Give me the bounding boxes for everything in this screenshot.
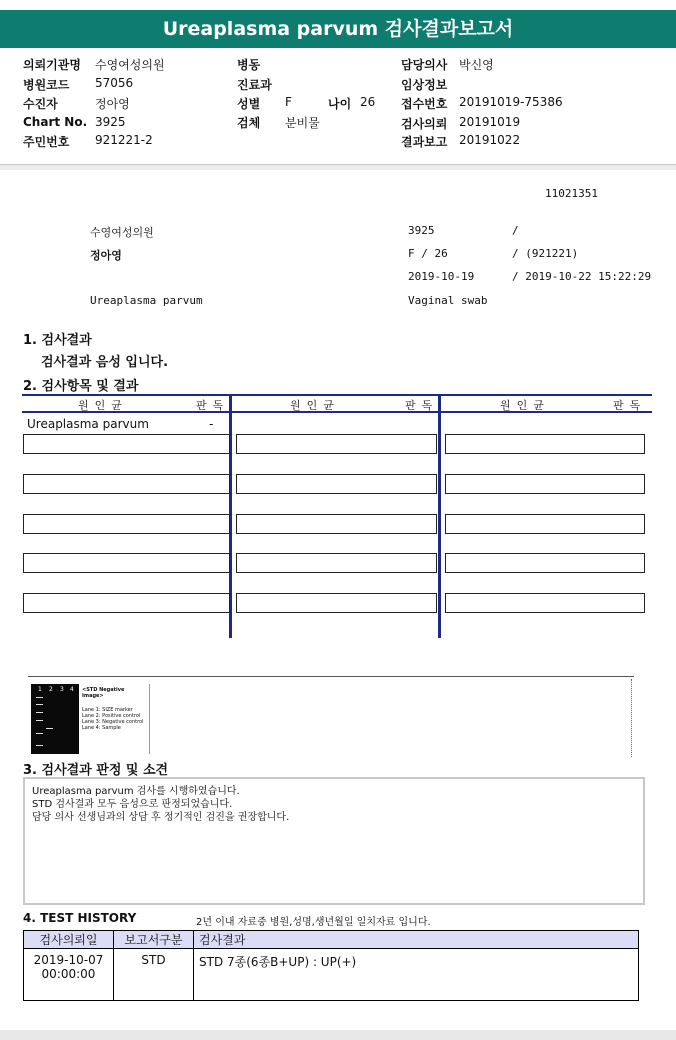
- col-header-judgement: 판독: [405, 399, 439, 412]
- body-report-datetime: / 2019-10-22 15:22:29: [512, 270, 652, 283]
- ward-label: 병동: [237, 58, 261, 72]
- result-cell: [23, 553, 230, 573]
- specimen-value: 분비물: [285, 116, 320, 130]
- specimen-label: 검체: [237, 116, 261, 130]
- result-cell: [23, 514, 230, 534]
- history-note: 2년 이내 자료중 병원,성명,생년월일 일치자료 입니다.: [196, 917, 431, 928]
- doctor-value: 박신영: [459, 58, 494, 72]
- gel-caption-line: Lane 1: SIZE marker: [82, 707, 133, 713]
- opinion-line: STD 검사결과 모두 음성으로 판정되었습니다.: [32, 799, 233, 810]
- gel-caption-line: Lane 4: Sample: [82, 725, 121, 731]
- body-birth: / (921221): [512, 247, 579, 260]
- sex-label: 성별: [237, 97, 261, 111]
- history-date: 2019-10-07: [33, 953, 104, 967]
- result-cell: [445, 474, 645, 494]
- report-date-label: 결과보고: [401, 135, 448, 149]
- history-time: 00:00:00: [41, 967, 96, 981]
- gel-caption-title: <STD Negative Image>: [82, 687, 125, 699]
- organism-name: Ureaplasma parvum: [27, 417, 149, 431]
- dept-label: 진료과: [237, 78, 272, 92]
- gel-band: [36, 704, 43, 705]
- result-cell: [236, 474, 437, 494]
- gel-band: [36, 697, 43, 698]
- body-patient: 정아영: [90, 249, 122, 262]
- chart-no-value: 3925: [95, 115, 126, 129]
- col-header-judgement: 판독: [196, 399, 230, 412]
- result-cell: [445, 434, 645, 454]
- results-grid-divider: [438, 394, 441, 638]
- col-header-organism: 원인균: [500, 399, 550, 412]
- section4-title: 4. TEST HISTORY: [23, 911, 137, 925]
- col-header-organism: 원인균: [290, 399, 340, 412]
- report-title: Ureaplasma parvum 검사결과보고서: [0, 10, 676, 48]
- history-date-cell: [24, 949, 114, 1001]
- organism-result: -: [209, 417, 214, 431]
- section2-title: 2. 검사항목 및 결과: [23, 379, 139, 394]
- body-test-name: Ureaplasma parvum: [90, 294, 203, 307]
- doctor-label: 담당의사: [401, 58, 448, 72]
- body-sex-age: F / 26: [408, 247, 448, 260]
- result-cell: [445, 514, 645, 534]
- receipt-no-label: 접수번호: [401, 97, 448, 111]
- history-col-date: 검사의뢰일: [24, 931, 114, 949]
- gel-caption: [80, 684, 150, 754]
- gel-band: [36, 712, 43, 713]
- result-cell: [236, 434, 437, 454]
- image-panel-rule: [28, 676, 634, 677]
- lane-label: 2: [49, 686, 53, 693]
- section1-title: 1. 검사결과: [23, 333, 92, 348]
- result-cell: [23, 593, 230, 613]
- sex-value: F: [285, 95, 292, 109]
- gel-caption-line: Lane 2: Positive control: [82, 713, 141, 719]
- patient-label: 수진자: [23, 97, 58, 111]
- gel-band: [36, 733, 43, 734]
- lane-label: 4: [70, 686, 74, 693]
- result-cell: [445, 553, 645, 573]
- chart-no-label: Chart No.: [23, 115, 88, 129]
- hospital-code-label: 병원코드: [23, 78, 70, 92]
- institution-label: 의뢰기관명: [23, 58, 81, 72]
- section1-result: 검사결과 음성 입니다.: [41, 355, 169, 370]
- gel-caption-line: Lane 3: Negative control: [82, 719, 144, 725]
- opinion-box: [23, 777, 645, 905]
- history-result: STD 7종(6종B+UP) : UP(+): [194, 949, 639, 1001]
- report-date-value: 20191022: [459, 133, 521, 147]
- history-header-row: [24, 931, 639, 949]
- result-cell: [23, 434, 230, 454]
- opinion-line: 담당 의사 선생님과의 상담 후 정기적인 검진을 권장합니다.: [32, 812, 290, 823]
- result-cell: [236, 553, 437, 573]
- receipt-no-value: 20191019-75386: [459, 95, 563, 109]
- patient-value: 정아영: [95, 97, 130, 111]
- gel-band: [46, 728, 53, 729]
- hospital-code-value: 57056: [95, 76, 134, 90]
- section3-title: 3. 검사결과 판정 및 소견: [23, 763, 169, 778]
- result-cell: [23, 474, 230, 494]
- result-cell: [445, 593, 645, 613]
- body-separator: /: [512, 224, 519, 237]
- clinical-info-label: 임상정보: [401, 78, 448, 92]
- body-clinic: 수영여성의원: [90, 226, 154, 239]
- opinion-line: Ureaplasma parvum 검사를 시행하였습니다.: [32, 786, 240, 797]
- history-type: STD: [114, 949, 194, 1001]
- body-chart-no: 3925: [408, 224, 435, 237]
- history-col-result: 검사결과: [194, 931, 639, 949]
- lane-label: 1: [38, 686, 42, 693]
- history-table: [23, 930, 639, 1001]
- history-col-type: 보고서구분: [114, 931, 194, 949]
- lane-label: 3: [60, 686, 64, 693]
- result-cell: [236, 514, 437, 534]
- result-cell: [236, 593, 437, 613]
- page-footer: [0, 1030, 676, 1040]
- gel-band: [36, 720, 43, 721]
- history-row: [24, 949, 639, 1001]
- header-divider: [0, 164, 676, 170]
- gel-image: [31, 684, 79, 754]
- resident-no-label: 주민번호: [23, 135, 70, 149]
- institution-value: 수영여성의원: [95, 58, 165, 72]
- body-request-date: 2019-10-19: [408, 270, 475, 283]
- age-value: 26: [360, 95, 376, 109]
- resident-no-value: 921221-2: [95, 133, 153, 147]
- request-date-value: 20191019: [459, 115, 521, 129]
- col-header-judgement: 판독: [613, 399, 647, 412]
- body-specimen: Vaginal swab: [408, 294, 488, 307]
- col-header-organism: 원인균: [78, 399, 128, 412]
- request-date-label: 검사의뢰: [401, 117, 448, 131]
- gel-band: [36, 745, 43, 746]
- age-label: 나이: [328, 97, 352, 111]
- results-grid-top: [22, 394, 652, 396]
- serial-number: 11021351: [545, 187, 598, 200]
